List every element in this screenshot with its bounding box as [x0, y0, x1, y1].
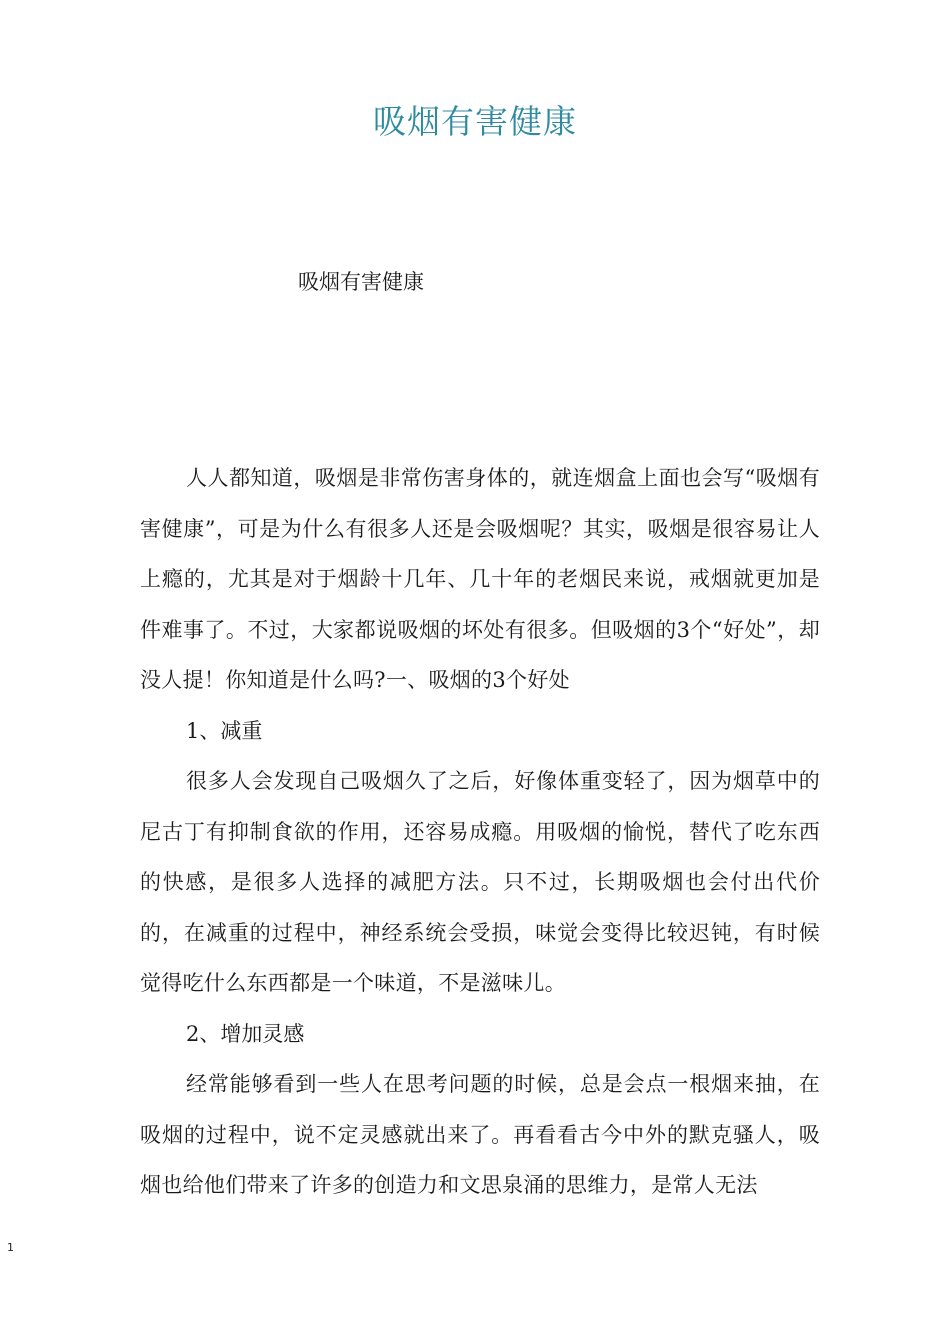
page-number: 1	[7, 1241, 14, 1254]
section-heading: 1、减重	[186, 718, 263, 743]
section-heading: 2、增加灵感	[186, 1021, 305, 1046]
document-title: 吸烟有害健康	[373, 102, 577, 141]
body-paragraph: 经常能够看到一些人在思考问题的时候，总是会点一根烟来抽，在吸烟的过程中，说不定灵感就出来了。再看看古今中外的默克骚人，吸烟也给他们带来了许多的创造力和文思泉涌的思维力，是常人无法	[140, 1072, 820, 1197]
body-paragraph: 很多人会发现自己吸烟久了之后，好像体重变轻了，因为烟草中的尼古丁有抑制食欲的作用，还容易成瘾。用吸烟的愉悦，替代了吃东西的快感，是很多人选择的减肥方法。只不过，长期吸烟也会付出代价的，在减重的过程中，神经系统会受损，味觉会变得比较迟钝，有时候觉得吃什么东西都是一个味道，不是滋味儿。	[140, 769, 820, 995]
body-paragraph: 人人都知道，吸烟是非常伤害身体的，就连烟盒上面也会写“吸烟有害健康”，可是为什么有很多人还是会吸烟呢？其实，吸烟是很容易让人上瘾的，尤其是对于烟龄十几年、几十年的老烟民来说，戒烟就更加是件难事了。不过，大家都说吸烟的坏处有很多。但吸烟的3个“好处”，却没人提！你知道是什么吗?一、吸烟的3个好处	[140, 466, 820, 692]
document-subtitle: 吸烟有害健康	[298, 270, 424, 294]
document-body	[140, 453, 820, 1211]
